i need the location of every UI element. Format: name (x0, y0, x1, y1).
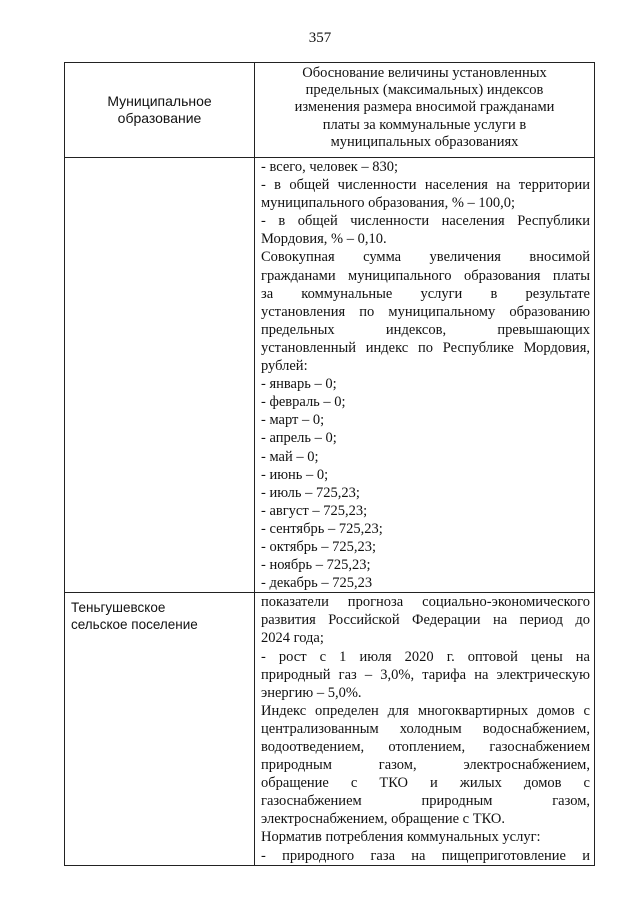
text-line: электроснабжением, обращение с ТКО. (261, 811, 505, 828)
text-line: природный газ – 3,0%, тарифа на электрическую (261, 666, 590, 683)
text-line: - июнь – 0; (261, 466, 329, 483)
text-line: - апрель – 0; (261, 430, 337, 447)
header-municipality-text: Муниципальное образование (107, 93, 212, 126)
text-line: - январь – 0; (261, 376, 337, 393)
row1-justification (255, 158, 595, 593)
text-line: природным газом, электроснабжением, (261, 757, 590, 774)
row2-municipality (65, 593, 255, 865)
header-justification-line: платы за коммунальные услуги в (322, 116, 527, 133)
page-number: 357 (308, 30, 332, 46)
text-line: обращение с ТКО и жилых домов с (261, 775, 590, 792)
text-line: водоотведением, отоплением, газоснабжением (261, 739, 590, 755)
text-line: Совокупная сумма увеличения вносимой (261, 249, 590, 266)
table-header-row (65, 63, 595, 158)
text-line: рублей: (261, 358, 308, 375)
header-justification-line: муниципальных образованиях (330, 133, 519, 150)
header-municipality (65, 63, 255, 158)
text-line: развития Российской Федерации на период до (261, 612, 590, 629)
text-line: установленный индекс по Республике Мордовия, (261, 339, 590, 356)
text-line: - в общей численности населения на территории (261, 177, 590, 194)
text-line: - октябрь – 725,23; (261, 538, 377, 555)
text-line: Мордовия, % – 0,10. (261, 231, 387, 248)
text-line: - март – 0; (261, 412, 325, 429)
text-line: Норматив потребления коммунальных услуг: (261, 829, 541, 846)
text-line: - сентябрь – 725,23; (261, 520, 383, 537)
table-row (65, 593, 595, 865)
text-line: энергию – 5,0%. (261, 684, 362, 701)
text-line: - июль – 725,23; (261, 484, 360, 501)
text-line: - август – 725,23; (261, 502, 368, 519)
text-line: централизованным холодным водоснабжением, (261, 720, 590, 737)
text-line: за коммунальные услуги в результате (261, 285, 590, 302)
text-line: предельных индексов, превышающих (261, 321, 590, 338)
text-line: - ноябрь – 725,23; (261, 557, 371, 574)
text-line: - в общей численности населения Республики (261, 213, 590, 230)
text-line: - рост с 1 июля 2020 г. оптовой цены на (261, 648, 590, 665)
text-line: газоснабжением природным газом, (261, 793, 590, 810)
justification-table (64, 62, 595, 866)
text-line: - декабрь – 725,23 (261, 575, 373, 592)
header-justification (255, 63, 595, 158)
text-line: - всего, человек – 830; (261, 159, 399, 175)
text-line: - февраль – 0; (261, 394, 346, 411)
table-row (65, 158, 595, 593)
text-line: установления по муниципальному образованию (261, 303, 590, 320)
text-line: 2024 года; (261, 630, 324, 647)
header-justification-line: Обоснование величины установленных (302, 65, 547, 81)
row2-municipality-text: Теньгушевское сельское поселение (71, 600, 198, 633)
text-line: гражданами муниципального образования платы (261, 267, 590, 284)
header-justification-line: предельных (максимальных) индексов (305, 82, 544, 99)
text-line: муниципального образования, % – 100,0; (261, 195, 516, 212)
text-line: - май – 0; (261, 448, 319, 465)
text-line: - природного газа на пищеприготовление и (261, 847, 590, 864)
row1-municipality (65, 158, 255, 593)
text-line: показатели прогноза социально-экономического (261, 594, 590, 611)
row2-justification (255, 593, 595, 865)
text-line: Индекс определен для многоквартирных домов с (261, 702, 590, 719)
header-justification-line: изменения размера вносимой гражданами (294, 99, 555, 116)
